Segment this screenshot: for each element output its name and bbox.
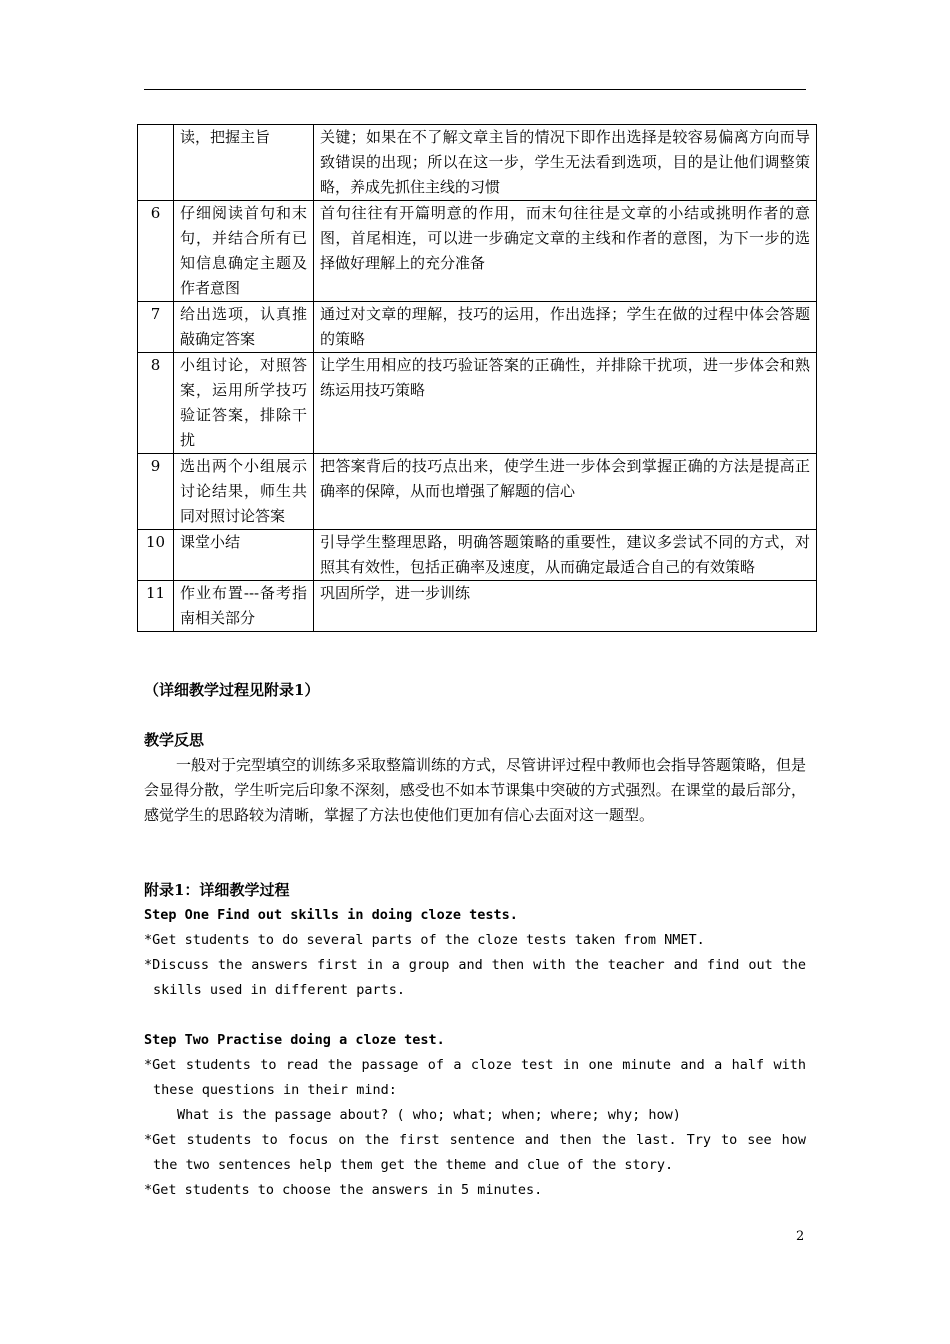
step-one-item: *Get students to do several parts of the cloze tests taken from NMET.	[144, 932, 705, 948]
step-two-item: *Get students to choose the answers in 5 minutes.	[144, 1182, 543, 1198]
step-number: 11	[138, 581, 174, 632]
step-activity: 课堂小结	[174, 530, 314, 581]
appendix-note: （详细教学过程见附录1）	[144, 681, 320, 699]
table-row	[138, 581, 817, 632]
step-number: 10	[138, 530, 174, 581]
table-row	[138, 302, 817, 353]
step-number: 6	[138, 201, 174, 302]
step-purpose: 引导学生整理思路，明确答题策略的重要性，建议多尝试不同的方式，对照其有效性，包括正确率及速度，从而确定最适合自己的有效策略	[314, 530, 817, 581]
step-purpose: 巩固所学，进一步训练	[314, 581, 817, 632]
step-activity: 小组讨论，对照答案，运用所学技巧验证答案，排除干扰	[174, 353, 314, 454]
step-purpose: 关键；如果在不了解文章主旨的情况下即作出选择是较容易偏离方向而导致错误的出现；所以在这一步，学生无法看到选项，目的是让他们调整策略，养成先抓住主线的习惯	[314, 125, 817, 201]
reflection-heading: 教学反思	[144, 731, 205, 749]
page-number: 2	[796, 1229, 805, 1244]
step-purpose: 把答案背后的技巧点出来，使学生进一步体会到掌握正确的方法是提高正确率的保障，从而也增强了解题的信心	[314, 454, 817, 530]
step-number: 9	[138, 454, 174, 530]
step-one-title: Step One Find out skills in doing cloze tests.	[144, 907, 518, 923]
reflection-section	[144, 728, 806, 828]
step-activity: 作业布置---备考指南相关部分	[174, 581, 314, 632]
step-activity: 给出选项，认真推敲确定答案	[174, 302, 314, 353]
table-row	[138, 530, 817, 581]
step-two-item: *Get students to read the passage of a cloze test in one minute and a half with these questions in their mind:	[144, 1057, 806, 1098]
appendix-step-one	[144, 903, 806, 1003]
table-row	[138, 353, 817, 454]
step-two-title: Step Two Practise doing a cloze test.	[144, 1032, 445, 1048]
step-activity: 选出两个小组展示讨论结果，师生共同对照讨论答案	[174, 454, 314, 530]
teaching-steps-table	[137, 124, 817, 632]
appendix-heading: 附录1：详细教学过程	[144, 881, 290, 899]
step-number: 7	[138, 302, 174, 353]
appendix-step-two	[144, 1028, 806, 1203]
table-row	[138, 201, 817, 302]
header-rule	[144, 89, 806, 90]
step-activity: 读，把握主旨	[174, 125, 314, 201]
step-number: 8	[138, 353, 174, 454]
step-number	[138, 125, 174, 201]
step-activity: 仔细阅读首句和末句，并结合所有已知信息确定主题及作者意图	[174, 201, 314, 302]
table-row	[138, 125, 817, 201]
step-two-item: *Get students to focus on the first sentence and then the last. Try to see how the two sentences help them get the theme and clue of the story.	[144, 1132, 806, 1173]
reflection-body: 一般对于完型填空的训练多采取整篇训练的方式，尽管讲评过程中教师也会指导答题策略，但是会显得分散，学生听完后印象不深刻，感受也不如本节课集中突破的方式强烈。在课堂的最后部分，感觉学生的思路较为清晰，掌握了方法也使他们更加有信心去面对这一题型。	[144, 756, 807, 824]
step-purpose: 让学生用相应的技巧验证答案的正确性，并排除干扰项，进一步体会和熟练运用技巧策略	[314, 353, 817, 454]
step-purpose: 通过对文章的理解，技巧的运用，作出选择；学生在做的过程中体会答题的策略	[314, 302, 817, 353]
step-one-item: *Discuss the answers first in a group and then with the teacher and find out the skills used in different parts.	[144, 957, 806, 998]
step-two-question: What is the passage about? ( who; what; when; where; why; how)	[177, 1107, 681, 1123]
table-row	[138, 454, 817, 530]
step-purpose: 首句往往有开篇明意的作用，而末句往往是文章的小结或挑明作者的意图，首尾相连，可以进一步确定文章的主线和作者的意图，为下一步的选择做好理解上的充分准备	[314, 201, 817, 302]
